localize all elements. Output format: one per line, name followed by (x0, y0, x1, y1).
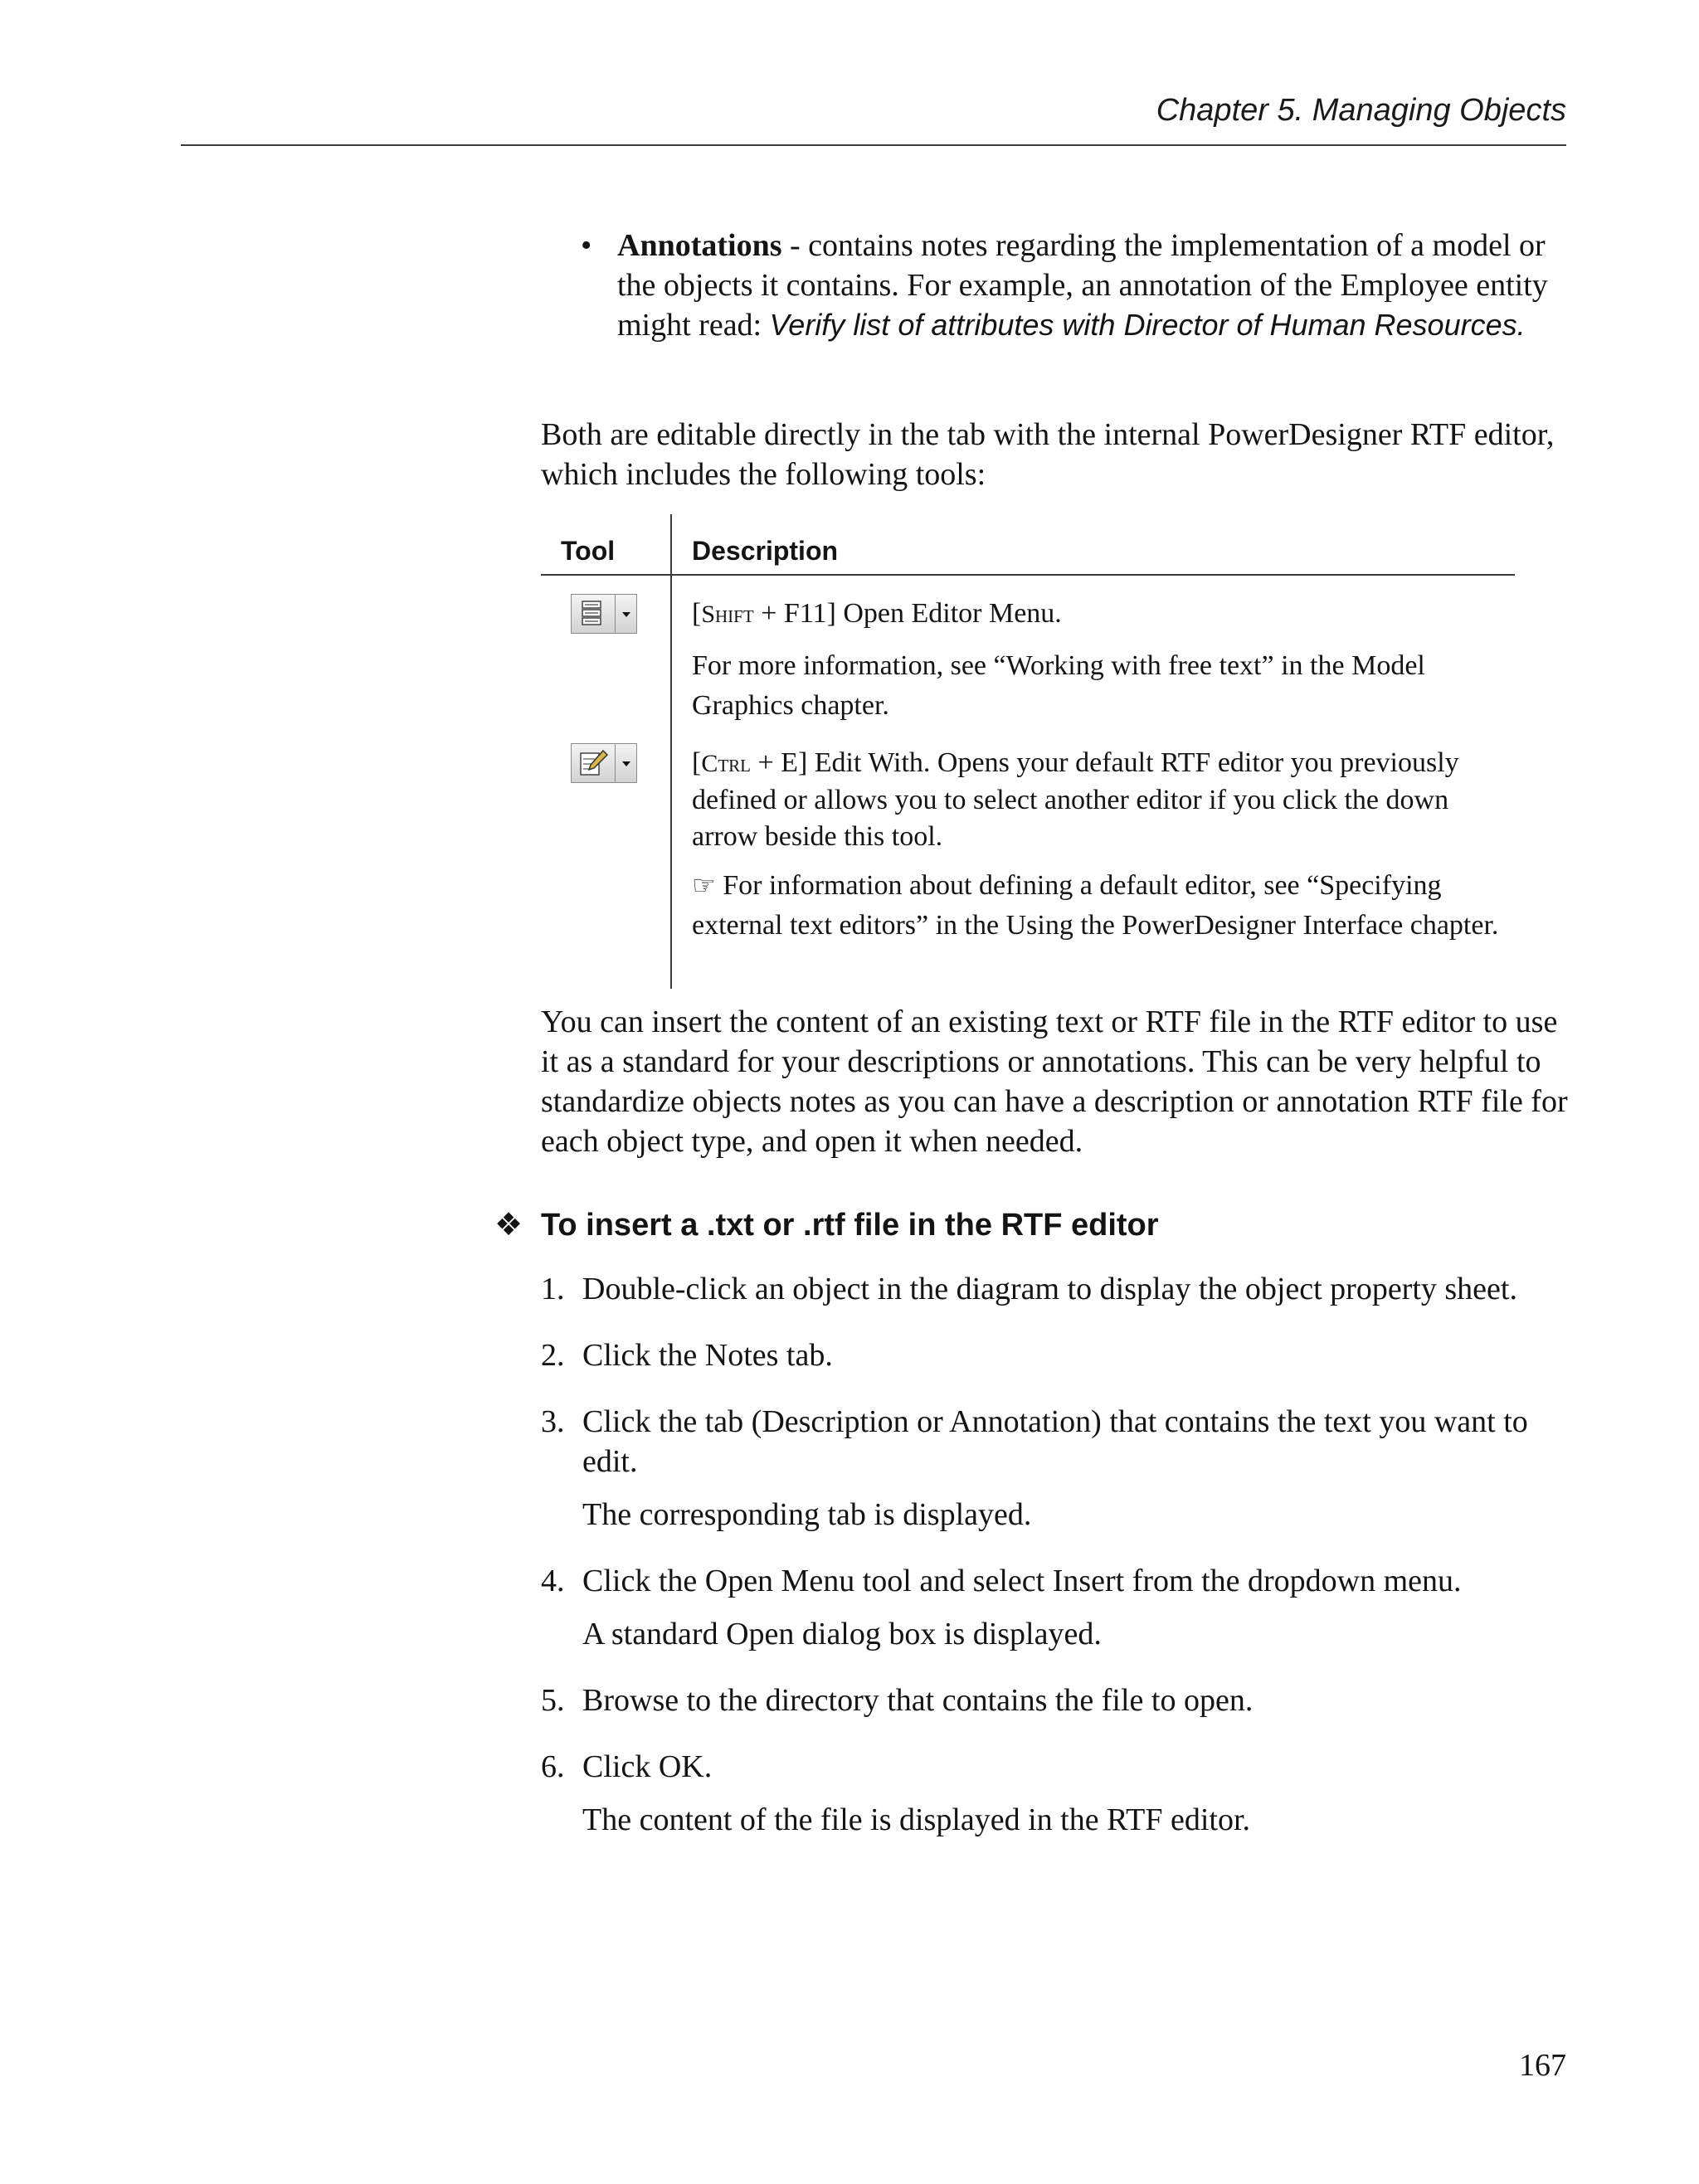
bullet-example: Verify list of attributes with Director of Human Resources. (769, 308, 1526, 342)
intro-paragraph: Both are editable directly in the tab with the internal PowerDesigner RTF editor, which includes the following tools: (541, 417, 1555, 492)
table-header-tool: Tool (561, 536, 616, 566)
row-2-shortcut-key: Ctrl (701, 750, 751, 777)
row-1-note: For more information, see “Working with free text” in the Model Graphics chapter. (692, 650, 1425, 721)
procedure-step (541, 1681, 1570, 1720)
table-header-description: Description (692, 536, 839, 566)
row-1-shortcut: [Shift + F11] Open Editor Menu. (692, 598, 1062, 629)
edit-pencil-glyph-icon (578, 749, 610, 777)
row-1-shortcut-rest: + F11] Open Editor Menu. (753, 598, 1062, 629)
step-number: 3. (541, 1404, 565, 1439)
step-text: Click the Open Menu tool and select Insert from the dropdown menu. (582, 1564, 1462, 1598)
row-2-note (692, 865, 1513, 946)
step-result: The content of the file is displayed in the RTF editor. (582, 1802, 1251, 1837)
pointing-hand-icon: ☞ (692, 869, 716, 901)
step-number: 6. (541, 1749, 565, 1784)
bullet-term: Annotations (617, 228, 782, 263)
procedure-step (541, 1747, 1570, 1840)
step-text: Click the Notes tab. (582, 1338, 833, 1373)
tool-table (541, 514, 1515, 989)
step-result: The corresponding tab is displayed. (582, 1497, 1032, 1532)
table-column-divider (670, 514, 672, 989)
open-editor-menu-icon (571, 594, 639, 635)
after-table-paragraph: You can insert the content of an existing text or RTF file in the RTF editor to use it as a standard for your descriptions or annotations. This can be very helpful to standardize objects notes as you can have a description or annotation RTF file for each object type, and open it when needed. (541, 1004, 1568, 1159)
row-2-shortcut: [Ctrl + E] Edit With. Opens your default RTF editor you previously defined or allows you to select another editor if you click the down arrow beside this tool. (692, 747, 1459, 852)
procedure-diamond-icon: ❖ (494, 1206, 523, 1243)
bullet-content (617, 226, 1568, 345)
step-number: 2. (541, 1338, 565, 1373)
row-2-description (692, 745, 1513, 946)
editor-menu-glyph-icon (578, 600, 610, 628)
chapter-title: Chapter 5. Managing Objects (1156, 93, 1566, 128)
annotations-bullet (581, 226, 1568, 345)
step-result: A standard Open dialog box is displayed. (582, 1617, 1102, 1651)
procedure-step (541, 1402, 1570, 1535)
procedure-step (541, 1335, 1570, 1375)
bullet-dot-icon: • (581, 228, 592, 263)
dropdown-arrow-icon (616, 594, 637, 634)
procedure-title: To insert a .txt or .rtf file in the RTF editor (541, 1208, 1159, 1243)
step-text: Click the tab (Description or Annotation) that contains the text you want to edit. (582, 1404, 1528, 1479)
bullet-text: - contains notes regarding the implementation of a model or the objects it contains. For example, an annotation of the Employee entity might read: (617, 228, 1548, 343)
step-text: Double-click an object in the diagram to display the object property sheet. (582, 1272, 1517, 1306)
row-1-description (692, 596, 1513, 726)
step-text: Browse to the directory that contains the file to open. (582, 1683, 1254, 1718)
step-number: 4. (541, 1564, 565, 1598)
row-1-shortcut-key: Shift (701, 601, 754, 628)
step-number: 1. (541, 1272, 565, 1306)
procedure-step (541, 1561, 1570, 1654)
dropdown-arrow-icon (616, 743, 637, 783)
row-2-shortcut-rest: + E] Edit With. Opens your default RTF editor you previously defined or allows you to select another editor if you click the down arrow beside this tool. (692, 747, 1459, 852)
table-header-rule (541, 574, 1515, 576)
procedure-heading (494, 1204, 1159, 1245)
running-header (181, 90, 1566, 146)
step-number: 5. (541, 1683, 565, 1718)
step-text: Click OK. (582, 1749, 713, 1784)
page-number: 167 (1519, 2048, 1566, 2083)
row-2-note-text: For information about defining a default editor, see “Specifying external text editors” in the Using the PowerDesigner Interface chapter. (692, 870, 1499, 941)
edit-with-icon (571, 743, 639, 785)
procedure-step (541, 1269, 1570, 1309)
